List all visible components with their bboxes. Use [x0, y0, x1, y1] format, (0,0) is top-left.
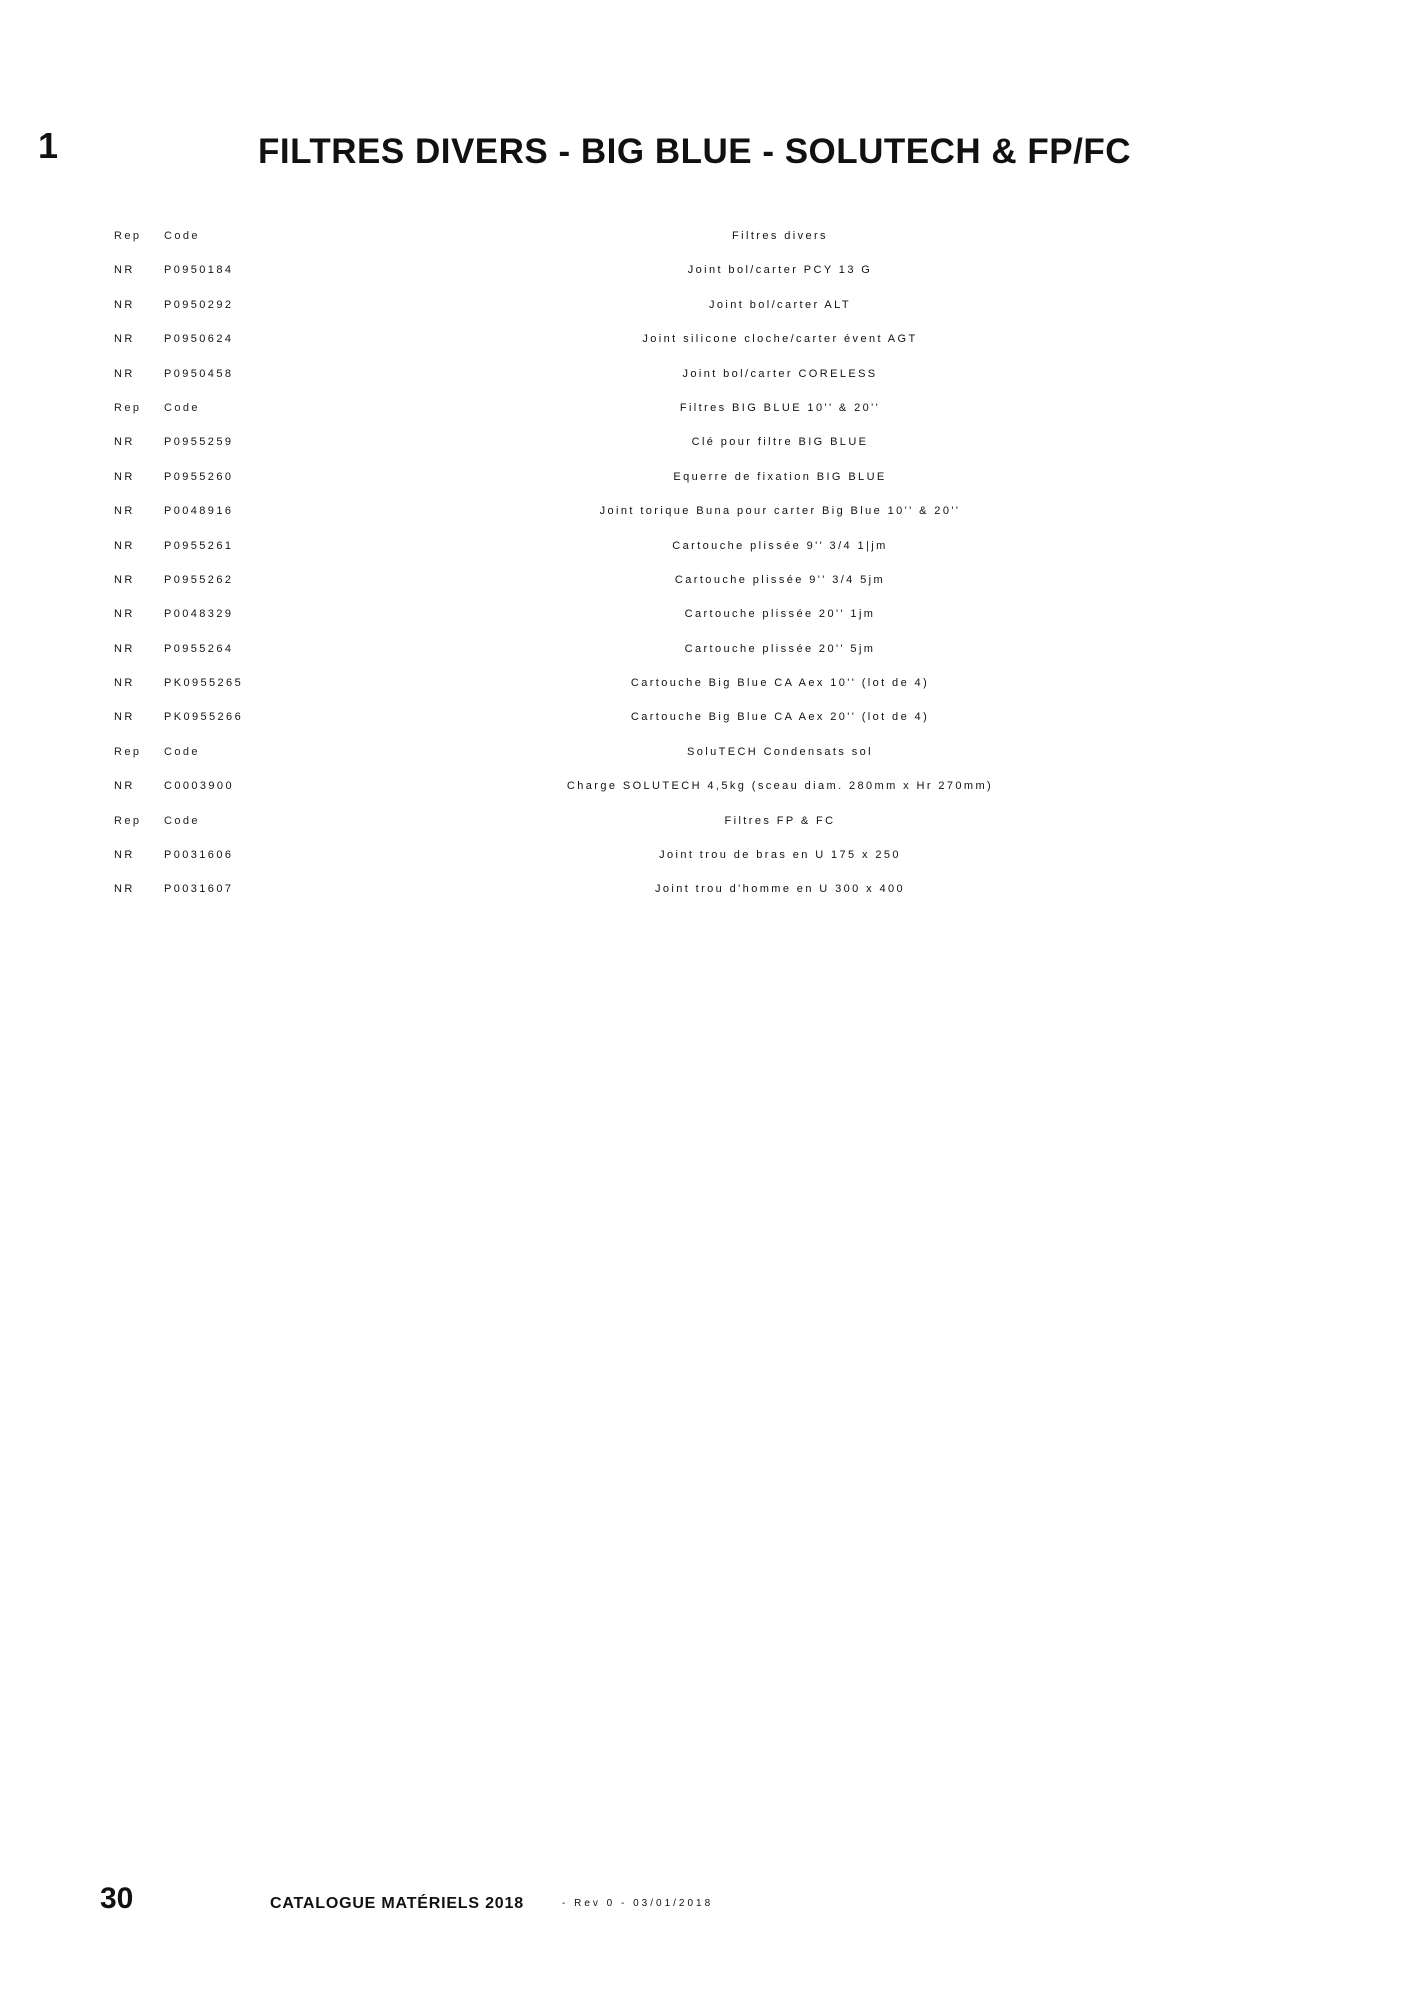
row-rep: NR	[114, 505, 135, 518]
header-code: Code	[164, 745, 200, 758]
row-description: Cartouche Big Blue CA Aex 10'' (lot de 4)	[630, 677, 930, 690]
row-code: P0955260	[164, 470, 234, 483]
row-description: Joint bol/carter CORELESS	[682, 367, 878, 380]
row-rep: NR	[114, 711, 135, 724]
catalog-table	[0, 219, 1410, 907]
row-rep: NR	[114, 677, 135, 690]
row-code: PK0955266	[164, 711, 244, 724]
header-rep: Rep	[114, 230, 142, 242]
row-description: Joint bol/carter ALT	[709, 298, 851, 311]
section-title: Filtres FP & FC	[724, 814, 836, 827]
section-header-row	[0, 735, 1410, 769]
row-code: P0048916	[164, 505, 234, 518]
table-row	[0, 597, 1410, 631]
row-rep: NR	[114, 470, 135, 483]
row-code: P0031607	[164, 883, 234, 896]
footer-catalog-title: CATALOGUE MATÉRIELS 2018	[270, 1895, 524, 1912]
row-code: P0950624	[164, 333, 234, 346]
row-description: Clé pour filtre BIG BLUE	[691, 436, 869, 449]
table-row	[0, 769, 1410, 803]
row-code: P0955259	[164, 436, 234, 449]
row-description: Charge SOLUTECH 4,5kg (sceau diam. 280mm x Hr 270mm)	[566, 780, 994, 793]
table-row	[0, 632, 1410, 666]
row-rep: NR	[114, 539, 135, 552]
page-title: FILTRES DIVERS - BIG BLUE - SOLUTECH & FP/FC	[258, 132, 1132, 171]
section-title: Filtres BIG BLUE 10'' & 20''	[679, 401, 881, 414]
row-code: P0048329	[164, 608, 234, 621]
row-rep: NR	[114, 883, 135, 896]
row-rep: NR	[114, 436, 135, 449]
table-row	[0, 322, 1410, 356]
table-row	[0, 494, 1410, 528]
row-rep: NR	[114, 573, 135, 586]
table-row	[0, 666, 1410, 700]
section-title: SoluTECH Condensats sol	[686, 745, 874, 758]
row-rep: NR	[114, 849, 135, 862]
header-code: Code	[164, 814, 200, 827]
row-rep: NR	[114, 608, 135, 621]
table-row	[0, 425, 1410, 459]
table-row	[0, 838, 1410, 872]
row-code: P0955264	[164, 642, 234, 655]
row-description: Cartouche plissée 20'' 5jm	[684, 642, 876, 655]
table-row	[0, 253, 1410, 287]
header-code: Code	[164, 401, 200, 414]
row-code: P0950184	[164, 264, 234, 277]
row-code: P0950292	[164, 298, 234, 311]
row-rep: NR	[114, 642, 135, 655]
row-rep: NR	[114, 298, 135, 311]
header-rep: Rep	[114, 401, 142, 414]
table-row	[0, 872, 1410, 906]
row-description: Cartouche Big Blue CA Aex 20'' (lot de 4)	[630, 711, 930, 724]
row-description: Joint trou d'homme en U 300 x 400	[654, 883, 906, 896]
row-rep: NR	[114, 367, 135, 380]
header-rep: Rep	[114, 745, 142, 758]
row-description: Joint silicone cloche/carter évent AGT	[642, 333, 918, 346]
row-code: P0950458	[164, 367, 234, 380]
section-header-row	[0, 391, 1410, 425]
page-footer	[0, 1884, 1410, 1924]
table-row	[0, 700, 1410, 734]
section-title: Filtres divers	[732, 230, 828, 242]
row-description: Joint trou de bras en U 175 x 250	[659, 849, 901, 862]
row-code: P0955262	[164, 573, 234, 586]
row-rep: NR	[114, 264, 135, 277]
row-code: C0003900	[164, 780, 234, 793]
row-code: PK0955265	[164, 677, 244, 690]
row-description: Cartouche plissée 20'' 1jm	[684, 608, 876, 621]
table-row	[0, 563, 1410, 597]
section-number: 1	[38, 125, 59, 166]
section-header-row	[0, 804, 1410, 838]
row-description: Equerre de fixation BIG BLUE	[673, 470, 887, 483]
row-description: Joint torique Buna pour carter Big Blue 10'' & 20''	[599, 505, 961, 518]
header-code: Code	[164, 230, 200, 242]
row-rep: NR	[114, 780, 135, 793]
section-header-row	[0, 219, 1410, 253]
header-rep: Rep	[114, 814, 142, 827]
table-row	[0, 288, 1410, 322]
row-code: P0955261	[164, 539, 234, 552]
row-description: Joint bol/carter PCY 13 G	[687, 264, 873, 277]
row-description: Cartouche plissée 9'' 3/4 5jm	[674, 573, 886, 586]
table-row	[0, 357, 1410, 391]
table-row	[0, 529, 1410, 563]
table-row	[0, 460, 1410, 494]
row-description: Cartouche plissée 9'' 3/4 1|jm	[672, 539, 888, 552]
row-rep: NR	[114, 333, 135, 346]
page-number: 30	[100, 1882, 134, 1915]
footer-revision: - Rev 0 - 03/01/2018	[562, 1898, 714, 1909]
row-code: P0031606	[164, 849, 234, 862]
